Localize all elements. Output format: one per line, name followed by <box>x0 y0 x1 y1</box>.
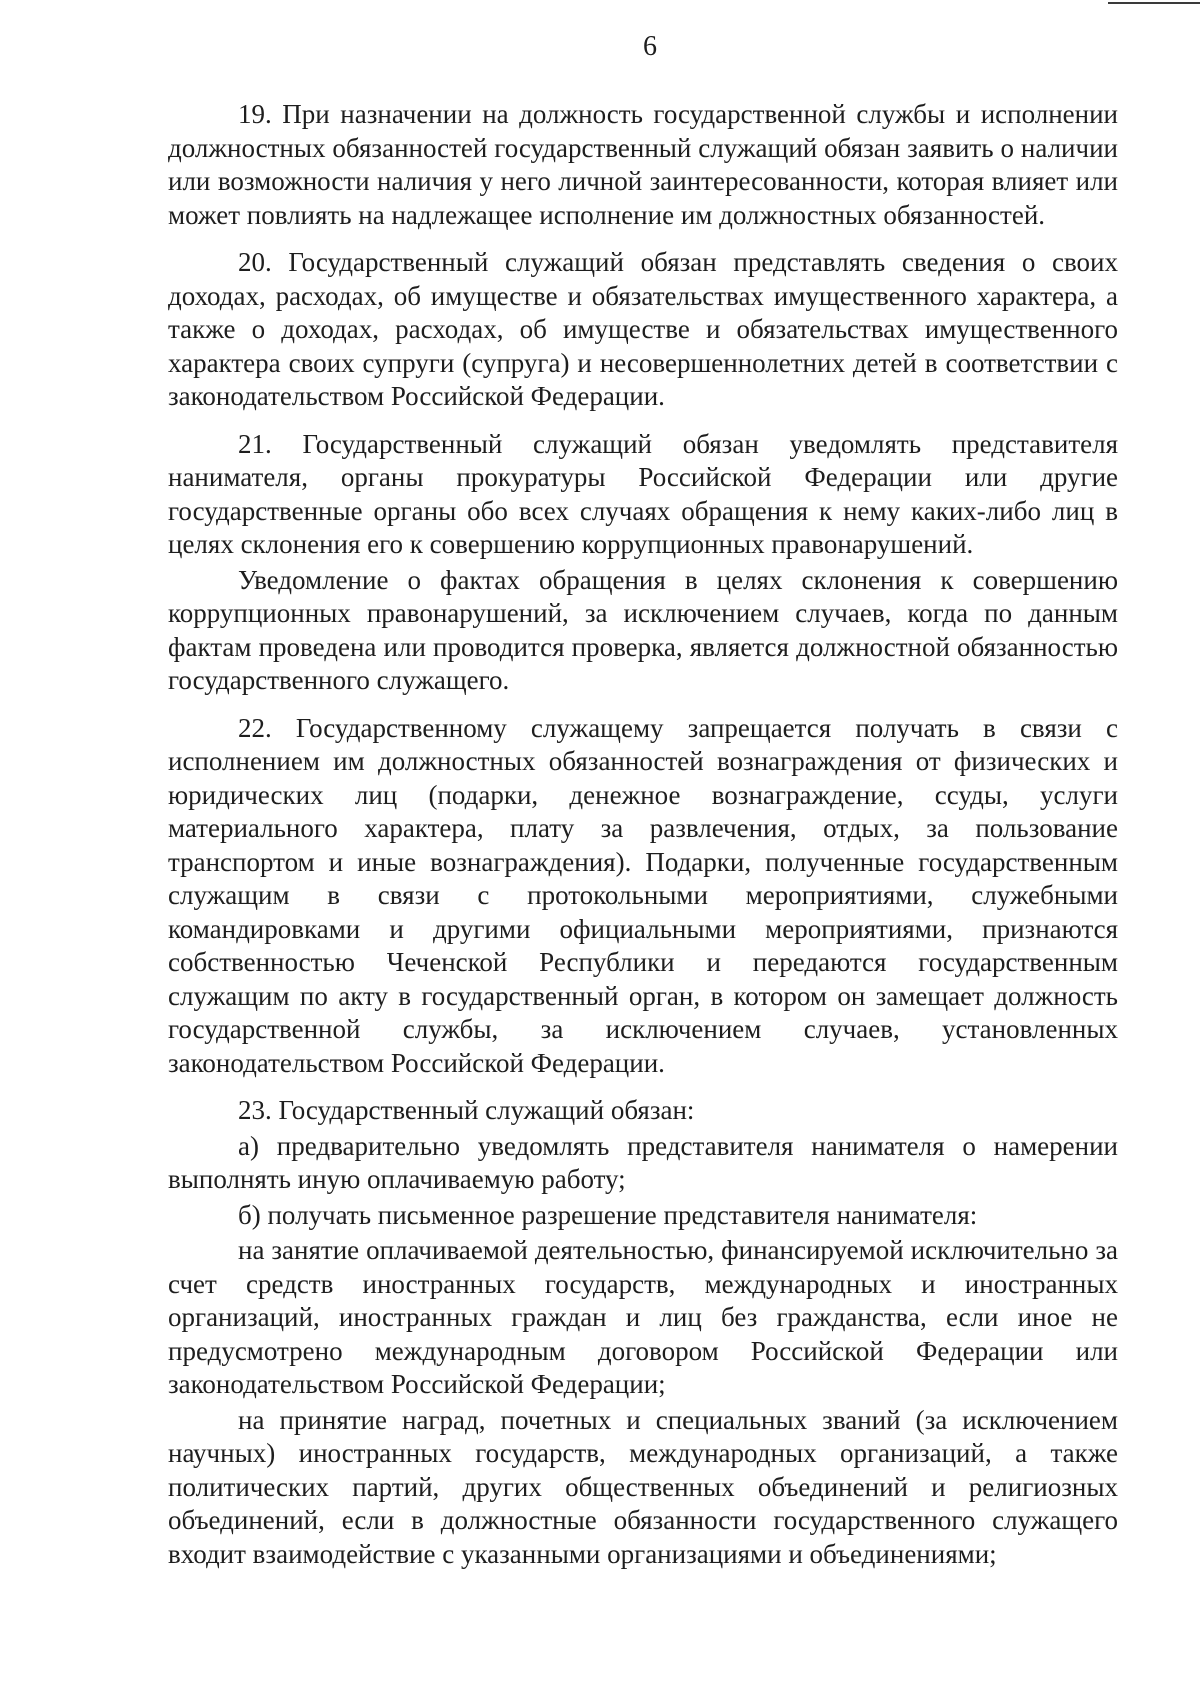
paragraph-23-b-foreign-funding: на занятие оплачиваемой деятельностью, финансируемой исключительно за счет средств иностранных государств, международных и иностранных организаций, иностранных граждан и лиц без гражданства, если иное не предусмотрено международным договором Российской Федерации или законодательством Российской Федерации; <box>168 1235 1118 1399</box>
document-body <box>168 98 1118 1571</box>
paragraph-20: 20. Государственный служащий обязан представлять сведения о своих доходах, расходах, об имуществе и обязательствах имущественного характера, а также о доходах, расходах, об имуществе и обязательствах имущественного характера своих супруги (супруга) и несовершеннолетних детей в соответствии с законодательством Российской Федерации. <box>168 247 1118 411</box>
paragraph-23-a: а) предварительно уведомлять представителя нанимателя о намерении выполнять иную оплачиваемую работу; <box>168 1130 1118 1194</box>
paragraph-23: 23. Государственный служащий обязан: <box>238 1095 695 1125</box>
paragraph-22: 22. Государственному служащему запрещается получать в связи с исполнением им должностных обязанностей вознаграждения от физических и юридических лиц (подарки, денежное вознаграждение, ссуды, услуги материального характера, плату за развлечения, отдых, за пользование транспортом и иные вознаграждения). Подарки, полученные государственным служащим в связи с протокольными мероприятиями, служебными командировками и другими официальными мероприятиями, признаются собственностью Чеченской Республики и передаются государственным служащим по акту в государственный орган, в котором он замещает должность государственной службы, за исключением случаев, установленных законодательством Российской Федерации. <box>168 712 1118 1078</box>
paragraph-23-b: б) получать письменное разрешение представителя нанимателя: <box>238 1199 978 1230</box>
corner-scan-line <box>1108 2 1200 4</box>
page-number: 6 <box>643 31 657 62</box>
paragraph-21: 21. Государственный служащий обязан уведомлять представителя нанимателя, органы прокуратуры Российской Федерации или другие государственные органы обо всех случаях обращения к нему каких-либо лиц в целях склонения его к совершению коррупционных правонарушений. <box>168 428 1118 559</box>
paragraph-21-notice: Уведомление о фактах обращения в целях склонения к совершению коррупционных правонарушений, за исключением случаев, когда по данным фактам проведена или проводится проверка, является должностной обязанностью государственного служащего. <box>168 564 1118 695</box>
paragraph-19: 19. При назначении на должность государственной службы и исполнении должностных обязанностей государственный служащий обязан заявить о наличии или возможности наличия у него личной заинтересованности, которая влияет или может повлиять на надлежащее исполнение им должностных обязанностей. <box>168 99 1118 230</box>
paragraph-23-b-awards: на принятие наград, почетных и специальных званий (за исключением научных) иностранных государств, международных организаций, а также политических партий, других общественных объединений и религиозных объединений, если в должностные обязанности государственного служащего входит взаимодействие с указанными организациями и объединениями; <box>168 1404 1118 1569</box>
